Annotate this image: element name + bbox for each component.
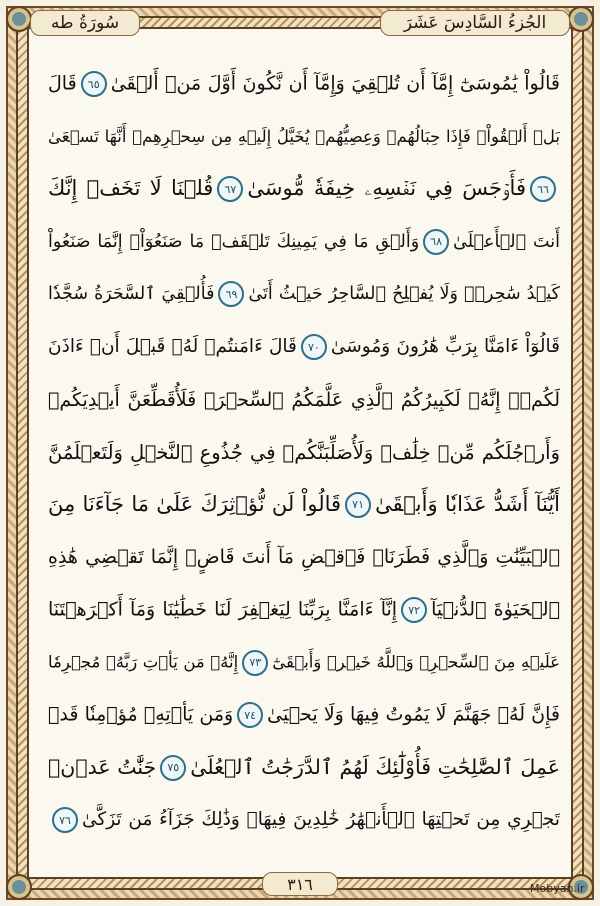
- text-line: [48, 742, 560, 794]
- text-line: [48, 111, 560, 163]
- text-line: [48, 58, 560, 110]
- verse-text: أَيُّنَآ أَشَدُّ عَذَابٗا وَأَبۡقَىٰ: [375, 491, 560, 516]
- verse-text: قَالُواْ يَٰمُوسَىٰٓ إِمَّآ أَن تُلۡقِيَ وَإِمَّآ أَن نَّكُونَ أَوَّلَ مَنۡ أَلۡقَىٰ: [110, 72, 560, 95]
- text-line: [48, 163, 560, 215]
- corner-ornament-icon: [568, 6, 594, 32]
- page-number: ٣١٦: [262, 872, 338, 896]
- text-line: [48, 637, 560, 689]
- surah-label: سُورَةُ طه: [30, 10, 140, 36]
- verse-number-icon: ٧٥: [160, 755, 186, 781]
- verse-text: قَالَ ءَامَنتُمۡ لَهُۥ قَبۡلَ أَنۡ ءَاذَنَ: [48, 336, 297, 357]
- line-content: [48, 229, 560, 255]
- line-content: [48, 441, 560, 464]
- verse-text: كَيۡدُ سَٰحِرٖۖ وَلَا يُفۡلِحُ ٱلسَّاحِرُ حَيۡثُ أَتَىٰ: [248, 284, 560, 305]
- verse-text: ٱلۡحَيَوٰةَ ٱلدُّنۡيَآ: [431, 598, 560, 621]
- text-line: [48, 426, 560, 478]
- line-content: [48, 176, 560, 202]
- corner-ornament-icon: [6, 874, 32, 900]
- verse-text: أَنتَ ٱلۡأَعۡلَىٰ: [453, 231, 560, 252]
- verse-text: إِنَّآ ءَامَنَّا بِرَبِّنَا لِيَغۡفِرَ لَنَا خَطَٰيَٰنَا وَمَآ أَكۡرَهۡتَنَا: [48, 598, 398, 621]
- verse-text: قَالُواْ لَن نُّؤۡثِرَكَ عَلَىٰ مَا جَآءَنَا مِنَ: [48, 491, 342, 516]
- line-content: [48, 389, 560, 411]
- verse-text: فَأُلۡقِيَ ٱلسَّحَرَةُ سُجَّدٗا: [48, 284, 215, 305]
- line-content: [48, 650, 560, 676]
- verse-text: عَلَيۡهِ مِنَ ٱلسِّحۡرِۗ وَٱللَّهُ خَيۡرٞ وَأَبۡقَىٰٓ: [272, 652, 560, 672]
- verse-text: قَالَ: [48, 72, 77, 95]
- text-line: [48, 689, 560, 741]
- text-line: [48, 374, 560, 426]
- verse-number-icon: ٧٢: [401, 597, 427, 623]
- verse-text: عَمِلَ ٱلصَّٰلِحَٰتِ فَأُوْلَٰٓئِكَ لَهُمُ ٱلدَّرَجَٰتُ ٱلۡعُلَىٰ: [190, 754, 560, 779]
- text-line: [48, 794, 560, 846]
- verse-text: وَأَرۡجُلَكُم مِّنۡ خِلَٰفٖ وَلَأُصَلِّبَنَّكُمۡ فِي جُذُوعِ ٱلنَّخۡلِ وَلَتَعۡلَمُنَّ: [48, 440, 560, 464]
- line-content: [48, 597, 560, 623]
- text-line: [48, 321, 560, 373]
- line-content: [48, 807, 560, 833]
- line-content: [48, 127, 560, 146]
- corner-ornament-icon: [6, 6, 32, 32]
- verse-text: ٱلۡبَيِّنَٰتِ وَٱلَّذِي فَطَرَنَاۖ فَٱقۡضِ مَآ أَنتَ قَاضٍۖ إِنَّمَا تَقۡضِي هَٰذِهِ: [48, 546, 560, 569]
- text-line: [48, 584, 560, 636]
- verse-text: قُلۡنَا لَا تَخَفۡ إِنَّكَ: [48, 176, 214, 201]
- verse-text: وَمَن يَأۡتِهِۦ مُؤۡمِنٗا قَدۡ: [48, 703, 234, 726]
- line-content: [48, 702, 560, 728]
- line-content: [48, 492, 560, 518]
- verse-number-icon: ٧٦: [52, 807, 78, 833]
- text-line: [48, 268, 560, 320]
- verse-number-icon: ٦٦: [530, 176, 556, 202]
- juz-label: الجُزءُ السَّادِسَ عَشَرَ: [380, 10, 570, 36]
- verse-text: تَجۡرِي مِن تَحۡتِهَا ٱلۡأَنۡهَٰرُ خَٰلِدِينَ فِيهَاۚ وَذَٰلِكَ جَزَآءُ مَن تَزَكَّىٰ: [82, 809, 560, 831]
- verse-number-icon: ٦٥: [81, 71, 107, 97]
- text-line: [48, 531, 560, 583]
- text-line: [48, 216, 560, 268]
- verse-text: وَأَلۡقِ مَا فِي يَمِينِكَ تَلۡقَفۡ مَا صَنَعُوٓاْۖ إِنَّمَا صَنَعُواْ: [48, 231, 420, 252]
- verse-text: بَلۡ أَلۡقُواْۖ فَإِذَا حِبَالُهُمۡ وَعِصِيُّهُمۡ يُخَيَّلُ إِلَيۡهِ مِن سِحۡرِهِمۡ أَنَّهَا تَسۡعَىٰ: [48, 127, 560, 147]
- line-content: [48, 281, 560, 307]
- line-content: [48, 334, 560, 360]
- verse-text: جَنَّٰتُ عَدۡنٖ: [48, 754, 157, 779]
- verse-text: لَكُمۡۖ إِنَّهُۥ لَكَبِيرُكُمُ ٱلَّذِي عَلَّمَكُمُ ٱلسِّحۡرَۖ فَلَأُقَطِّعَنَّ أَيۡدِيَكُمۡ: [48, 388, 560, 411]
- verse-number-icon: ٦٧: [217, 176, 243, 202]
- verse-text: إِنَّهُۥ مَن يَأۡتِ رَبَّهُۥ مُجۡرِمٗا: [48, 652, 239, 672]
- line-content: [48, 71, 560, 97]
- verse-number-icon: ٧٣: [242, 650, 268, 676]
- verse-text: فَإِنَّ لَهُۥ جَهَنَّمَ لَا يَمُوتُ فِيهَا وَلَا يَحۡيَىٰ: [267, 703, 560, 726]
- verse-number-icon: ٧٤: [237, 702, 263, 728]
- quran-text: [48, 58, 560, 848]
- verse-number-icon: ٧٠: [301, 334, 327, 360]
- text-line: [48, 479, 560, 531]
- watermark: Mobyan.ir: [530, 882, 585, 895]
- verse-number-icon: ٦٩: [218, 281, 244, 307]
- verse-number-icon: ٧١: [345, 492, 371, 518]
- verse-number-icon: ٦٨: [423, 229, 449, 255]
- verse-text: قَالُوٓاْ ءَامَنَّا بِرَبِّ هَٰرُونَ وَمُوسَىٰ: [330, 336, 560, 357]
- line-content: [48, 755, 560, 781]
- verse-text: فَأَوۡجَسَ فِي نَفۡسِهِۦ خِيفَةٗ مُّوسَىٰ: [247, 176, 526, 201]
- line-content: [48, 546, 560, 568]
